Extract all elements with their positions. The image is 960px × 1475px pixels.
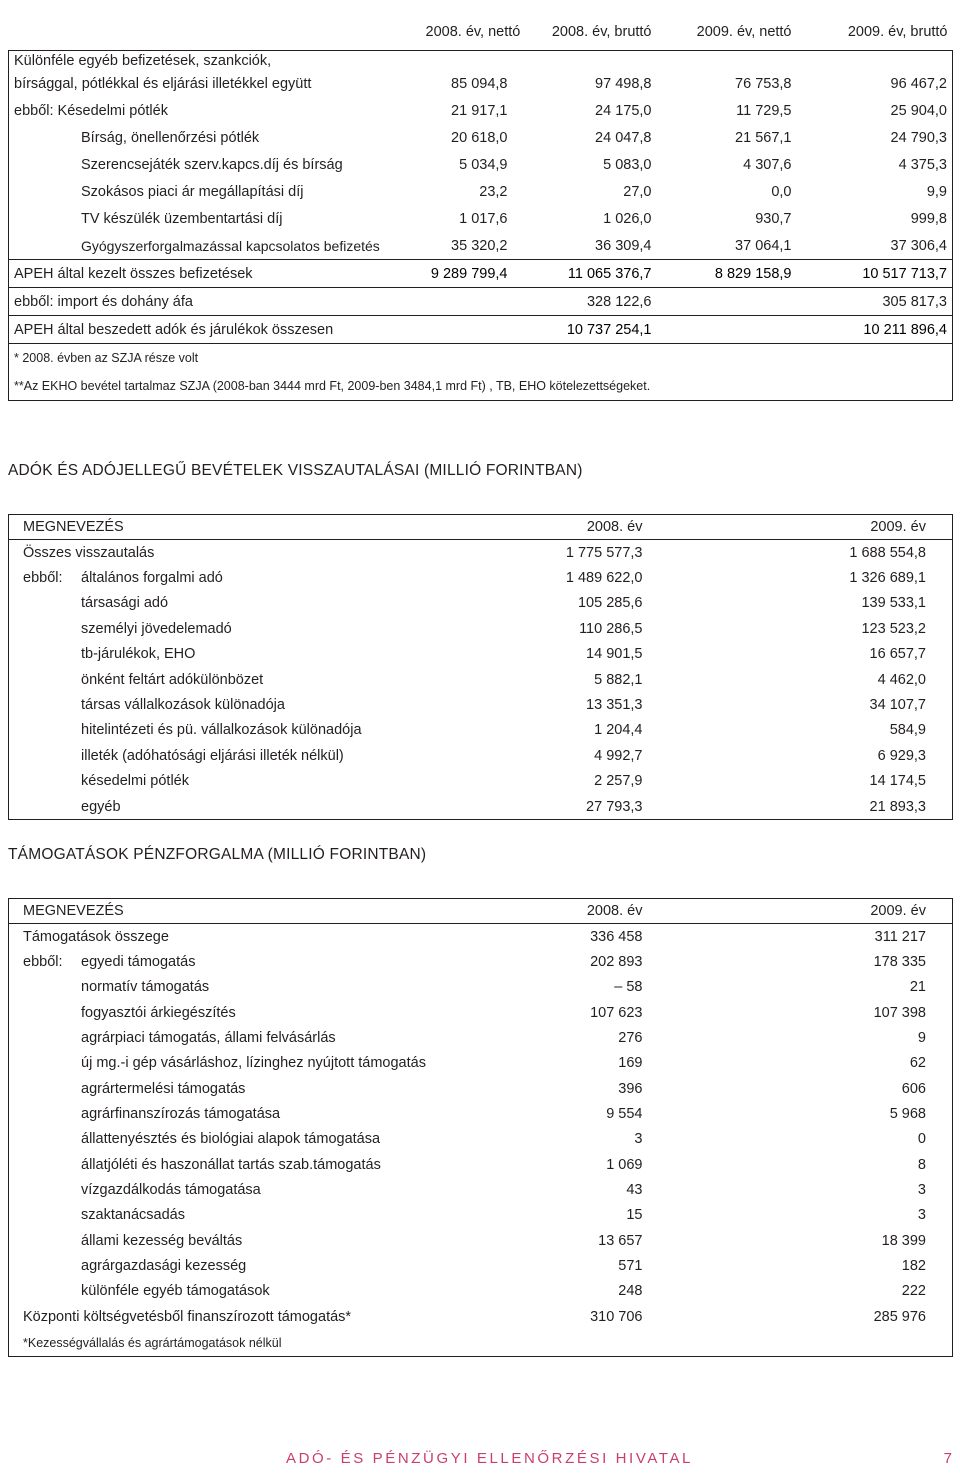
value-2008: 13 657: [598, 1232, 643, 1249]
value-2008: 14 901,5: [586, 646, 643, 663]
table-row: [9, 1203, 953, 1228]
row-label: [9, 1025, 513, 1050]
table-row: [9, 743, 953, 768]
table-row: TV készülék üzembentartási díj 1 017,6 1 026,0 930,7 999,8: [9, 205, 953, 232]
value-2009: 0: [667, 1127, 953, 1152]
table-row: [9, 616, 953, 641]
table-note: [9, 1330, 953, 1357]
row-label-text: Támogatások összege: [23, 928, 169, 945]
value-2009: 606: [667, 1076, 953, 1101]
row-label: APEH által beszedett adók és járulékok összesen: [9, 316, 421, 344]
value-2009: 222: [667, 1279, 953, 1304]
row-label-text: fogyasztói árkiegészítés: [81, 1004, 236, 1021]
row-label-text: Központi költségvetésből finanszírozott támogatás*: [23, 1308, 352, 1325]
value-2009: 584,9: [667, 718, 953, 743]
value-2008: 3: [634, 1131, 643, 1148]
row-label-text: társasági adó: [81, 595, 169, 612]
row-label: [9, 1279, 513, 1304]
value-2008: 110 286,5: [579, 620, 643, 637]
value-2009: 8: [667, 1152, 953, 1177]
row-label-text: normatív támogatás: [81, 979, 210, 996]
value-2009: 1 688 554,8: [667, 540, 953, 566]
col-header: 2009. év, nettó: [696, 24, 792, 40]
subsidies-table: [8, 898, 953, 1357]
table-row: [9, 1279, 953, 1304]
row-label-text: agrárpiaci támogatás, állami felvásárlás: [81, 1030, 336, 1047]
value-2009: 14 174,5: [667, 769, 953, 794]
table-row: [9, 591, 953, 616]
table-row: Bírság, önellenőrzési pótlék 20 618,0 24 047,8 21 567,1 24 790,3: [9, 124, 953, 151]
value-2008: 13 351,3: [586, 697, 643, 714]
revenue-table: [8, 14, 953, 401]
row-label: [9, 769, 513, 794]
row-label-text: Összes visszautalás: [23, 544, 155, 561]
row-label-text: agrárfinanszírozás támogatása: [81, 1106, 281, 1123]
value-2009: 139 533,1: [667, 591, 953, 616]
page-number: 7: [943, 1450, 952, 1467]
value-2009: 18 399: [667, 1228, 953, 1253]
row-label: Különféle egyéb befizetések, szankciók,: [9, 51, 421, 71]
row-label: [9, 692, 513, 717]
value-2009: 285 976: [667, 1304, 953, 1329]
table-header-row: [9, 899, 953, 924]
row-label-text: társas vállalkozások különadója: [81, 697, 285, 714]
row-label-text: egyéb: [81, 798, 121, 815]
table-row: [9, 540, 953, 566]
value-2009: 9: [667, 1025, 953, 1050]
row-label: [9, 1127, 513, 1152]
value-2008: 248: [618, 1283, 643, 1300]
refunds-table: [8, 514, 953, 820]
row-label-text: tb-járulékok, EHO: [81, 646, 196, 663]
row-label: [9, 616, 513, 641]
row-label: [9, 718, 513, 743]
value-2008: 276: [618, 1030, 643, 1047]
value-2008: 1 489 622,0: [565, 570, 643, 587]
row-label-text: önként feltárt adókülönbözet: [81, 671, 264, 688]
table-row: [9, 1000, 953, 1025]
table-row: [9, 1025, 953, 1050]
row-label-text: általános forgalmi adó: [81, 570, 223, 587]
value-2008: 396: [618, 1080, 643, 1097]
footer-brand: ADÓ- ÉS PÉNZÜGYI ELLENŐRZÉSI HIVATAL: [286, 1450, 694, 1467]
table-note: [9, 372, 953, 401]
value-2008: 169: [618, 1055, 643, 1072]
value-2008: 4 992,7: [594, 747, 643, 764]
value-2008: 5 882,1: [594, 671, 643, 688]
row-lead: ebből:: [23, 954, 63, 971]
value-2008: 310 706: [590, 1308, 643, 1325]
row-label: [9, 565, 513, 590]
value-2009: 6 929,3: [667, 743, 953, 768]
table-row: [9, 1101, 953, 1126]
row-label: [9, 743, 513, 768]
row-lead: ebből:: [23, 570, 63, 587]
row-label: [9, 540, 513, 566]
row-label-text: különféle egyéb támogatások: [81, 1283, 270, 1300]
table-row: [9, 692, 953, 717]
value-2008: 43: [626, 1182, 643, 1199]
row-label: Szerencsejáték szerv.kapcs.díj és bírság: [9, 151, 421, 178]
row-label-text: vízgazdálkodás támogatása: [81, 1182, 261, 1199]
col-header: 2009. év, bruttó: [847, 24, 948, 40]
row-label: [9, 1076, 513, 1101]
value-2008: 27 793,3: [513, 794, 667, 820]
value-2009: 34 107,7: [667, 692, 953, 717]
row-label: [9, 924, 513, 950]
row-label: [9, 1253, 513, 1278]
table-row: [9, 769, 953, 794]
col-header: 2009. év: [667, 899, 953, 924]
row-label: [9, 1304, 513, 1329]
row-label-text: szaktanácsadás: [81, 1207, 185, 1224]
row-label: [9, 975, 513, 1000]
row-label-text: illeték (adóhatósági eljárási illeték nélkül): [81, 747, 344, 764]
row-label: [9, 667, 513, 692]
table-row: [9, 1152, 953, 1177]
row-label-text: agrárgazdasági kezesség: [81, 1258, 247, 1275]
value-2009: 107 398: [667, 1000, 953, 1025]
value-2008: 1 069: [606, 1156, 643, 1173]
value-2008: 15: [626, 1207, 643, 1224]
row-label: [9, 591, 513, 616]
row-label-text: állatjóléti és haszonállat tartás szab.támogatás: [81, 1156, 381, 1173]
table-row: [9, 924, 953, 950]
table-row: [9, 565, 953, 590]
table-note: [9, 344, 953, 373]
row-label: [9, 1152, 513, 1177]
table-row: ebből: Késedelmi pótlék 21 917,1 24 175,0 11 729,5 25 904,0: [9, 97, 953, 124]
col-header: 2008. év: [513, 515, 667, 540]
value-2008: 571: [618, 1258, 643, 1275]
value-2009: 123 523,2: [667, 616, 953, 641]
col-header: 2008. év, bruttó: [551, 24, 652, 40]
value-2009: 311 217: [667, 924, 953, 950]
table-row: [9, 949, 953, 974]
table-row: [9, 794, 953, 820]
value-2008: 9 554: [606, 1106, 643, 1123]
col-header: MEGNEVEZÉS: [9, 515, 513, 540]
value-2008: 336 458: [590, 928, 643, 945]
footnote: **Az EKHO bevétel tartalmaz SZJA (2008-ban 3444 mrd Ft, 2009-ben 3484,1 mrd Ft) , TB, EHO kötelezettségeket.: [9, 372, 797, 401]
table-row-total: APEH által beszedett adók és járulékok összesen 10 737 254,1 10 211 896,4: [9, 316, 953, 344]
value-2009: 4 462,0: [667, 667, 953, 692]
table-row: Szerencsejáték szerv.kapcs.díj és bírság 5 034,9 5 083,0 4 307,6 4 375,3: [9, 151, 953, 178]
table-row-total: APEH által kezelt összes befizetések 9 289 799,4 11 065 376,7 8 829 158,9 10 517 713,7: [9, 260, 953, 288]
row-label: Bírság, önellenőrzési pótlék: [9, 124, 421, 151]
row-label: [9, 794, 513, 820]
row-label: ebből: import és dohány áfa: [9, 288, 421, 316]
table-row: [9, 1076, 953, 1101]
table-header-row: [9, 515, 953, 540]
row-label: APEH által kezelt összes befizetések: [9, 260, 421, 288]
row-label: [9, 1203, 513, 1228]
value-2009: 3: [667, 1203, 953, 1228]
row-label: Szokásos piaci ár megállapítási díj: [9, 178, 421, 205]
value-2009: 62: [667, 1051, 953, 1076]
value-2008: – 58: [614, 979, 643, 996]
table-row: [9, 1127, 953, 1152]
col-header: 2008. év: [513, 899, 667, 924]
row-label: [9, 1000, 513, 1025]
section-title-refunds: ADÓK ÉS ADÓJELLEGŰ BEVÉTELEK VISSZAUTALÁSAI (MILLIÓ FORINTBAN): [8, 462, 583, 479]
col-header: MEGNEVEZÉS: [9, 899, 513, 924]
row-label: [9, 1177, 513, 1202]
value-2008: 202 893: [590, 954, 643, 971]
table-row: Gyógyszerforgalmazással kapcsolatos befizetés 35 320,2 36 309,4 37 064,1 37 306,4: [9, 232, 953, 260]
row-label: ebből: Késedelmi pótlék: [9, 97, 421, 124]
table-row: [9, 642, 953, 667]
table-row: [9, 1253, 953, 1278]
table-row: [9, 1304, 953, 1329]
row-label: bírsággal, pótlékkal és eljárási illetékkel együtt: [9, 70, 421, 97]
value-2009: 1 326 689,1: [667, 565, 953, 590]
table-row: [9, 1228, 953, 1253]
row-label-text: hitelintézeti és pü. vállalkozások különadója: [81, 722, 362, 739]
value-2008: 107 623: [590, 1004, 643, 1021]
value-2008: 1 204,4: [594, 722, 643, 739]
footnote: * 2008. évben az SZJA része volt: [9, 344, 797, 373]
row-label: [9, 1051, 513, 1076]
value-2009: 182: [667, 1253, 953, 1278]
table-row: [9, 51, 953, 71]
row-label: TV készülék üzembentartási díj: [9, 205, 421, 232]
table-row: ebből: import és dohány áfa 328 122,6 305 817,3: [9, 288, 953, 316]
row-label-text: agrártermelési támogatás: [81, 1080, 246, 1097]
value-2009: 178 335: [667, 949, 953, 974]
value-2008: 2 257,9: [594, 773, 643, 790]
value-2008: 1 775 577,3: [565, 544, 643, 561]
row-label: [9, 1228, 513, 1253]
row-label: [9, 642, 513, 667]
value-2009: 21 893,3: [667, 794, 953, 820]
section-title-subsidies: TÁMOGATÁSOK PÉNZFORGALMA (MILLIÓ FORINTBAN): [8, 846, 427, 863]
row-label-text: személyi jövedelemadó: [81, 620, 232, 637]
table-row: Szokásos piaci ár megállapítási díj 23,2 27,0 0,0 9,9: [9, 178, 953, 205]
table-row: [9, 1051, 953, 1076]
col-header: 2009. év: [667, 515, 953, 540]
value-2009: 3: [667, 1177, 953, 1202]
footnote: *Kezességvállalás és agrártámogatások nélkül: [9, 1330, 953, 1357]
row-label-text: állami kezesség beváltás: [81, 1232, 243, 1249]
table-row: [9, 667, 953, 692]
row-label-text: állattenyésztés és biológiai alapok támogatása: [81, 1131, 381, 1148]
row-label-text: új mg.-i gép vásárláshoz, lízinghez nyújtott támogatás: [81, 1055, 426, 1072]
table-row: [9, 1177, 953, 1202]
value-2008: 105 285,6: [577, 595, 643, 612]
value-2009: 16 657,7: [667, 642, 953, 667]
col-header: 2008. év, nettó: [425, 24, 521, 40]
table-row: bírsággal, pótlékkal és eljárási illetékkel együtt 85 094,8 97 498,8 76 753,8 96 467,2: [9, 70, 953, 97]
row-label: Gyógyszerforgalmazással kapcsolatos befizetés: [9, 232, 421, 260]
row-label-text: késedelmi pótlék: [81, 773, 189, 790]
row-label: [9, 1101, 513, 1126]
value-2009: 21: [667, 975, 953, 1000]
row-label: [9, 949, 513, 974]
table-header-row: [9, 14, 953, 51]
value-2009: 5 968: [667, 1101, 953, 1126]
row-label-text: egyedi támogatás: [81, 954, 196, 971]
page-footer: [0, 1450, 960, 1470]
table-row: [9, 718, 953, 743]
table-row: [9, 975, 953, 1000]
